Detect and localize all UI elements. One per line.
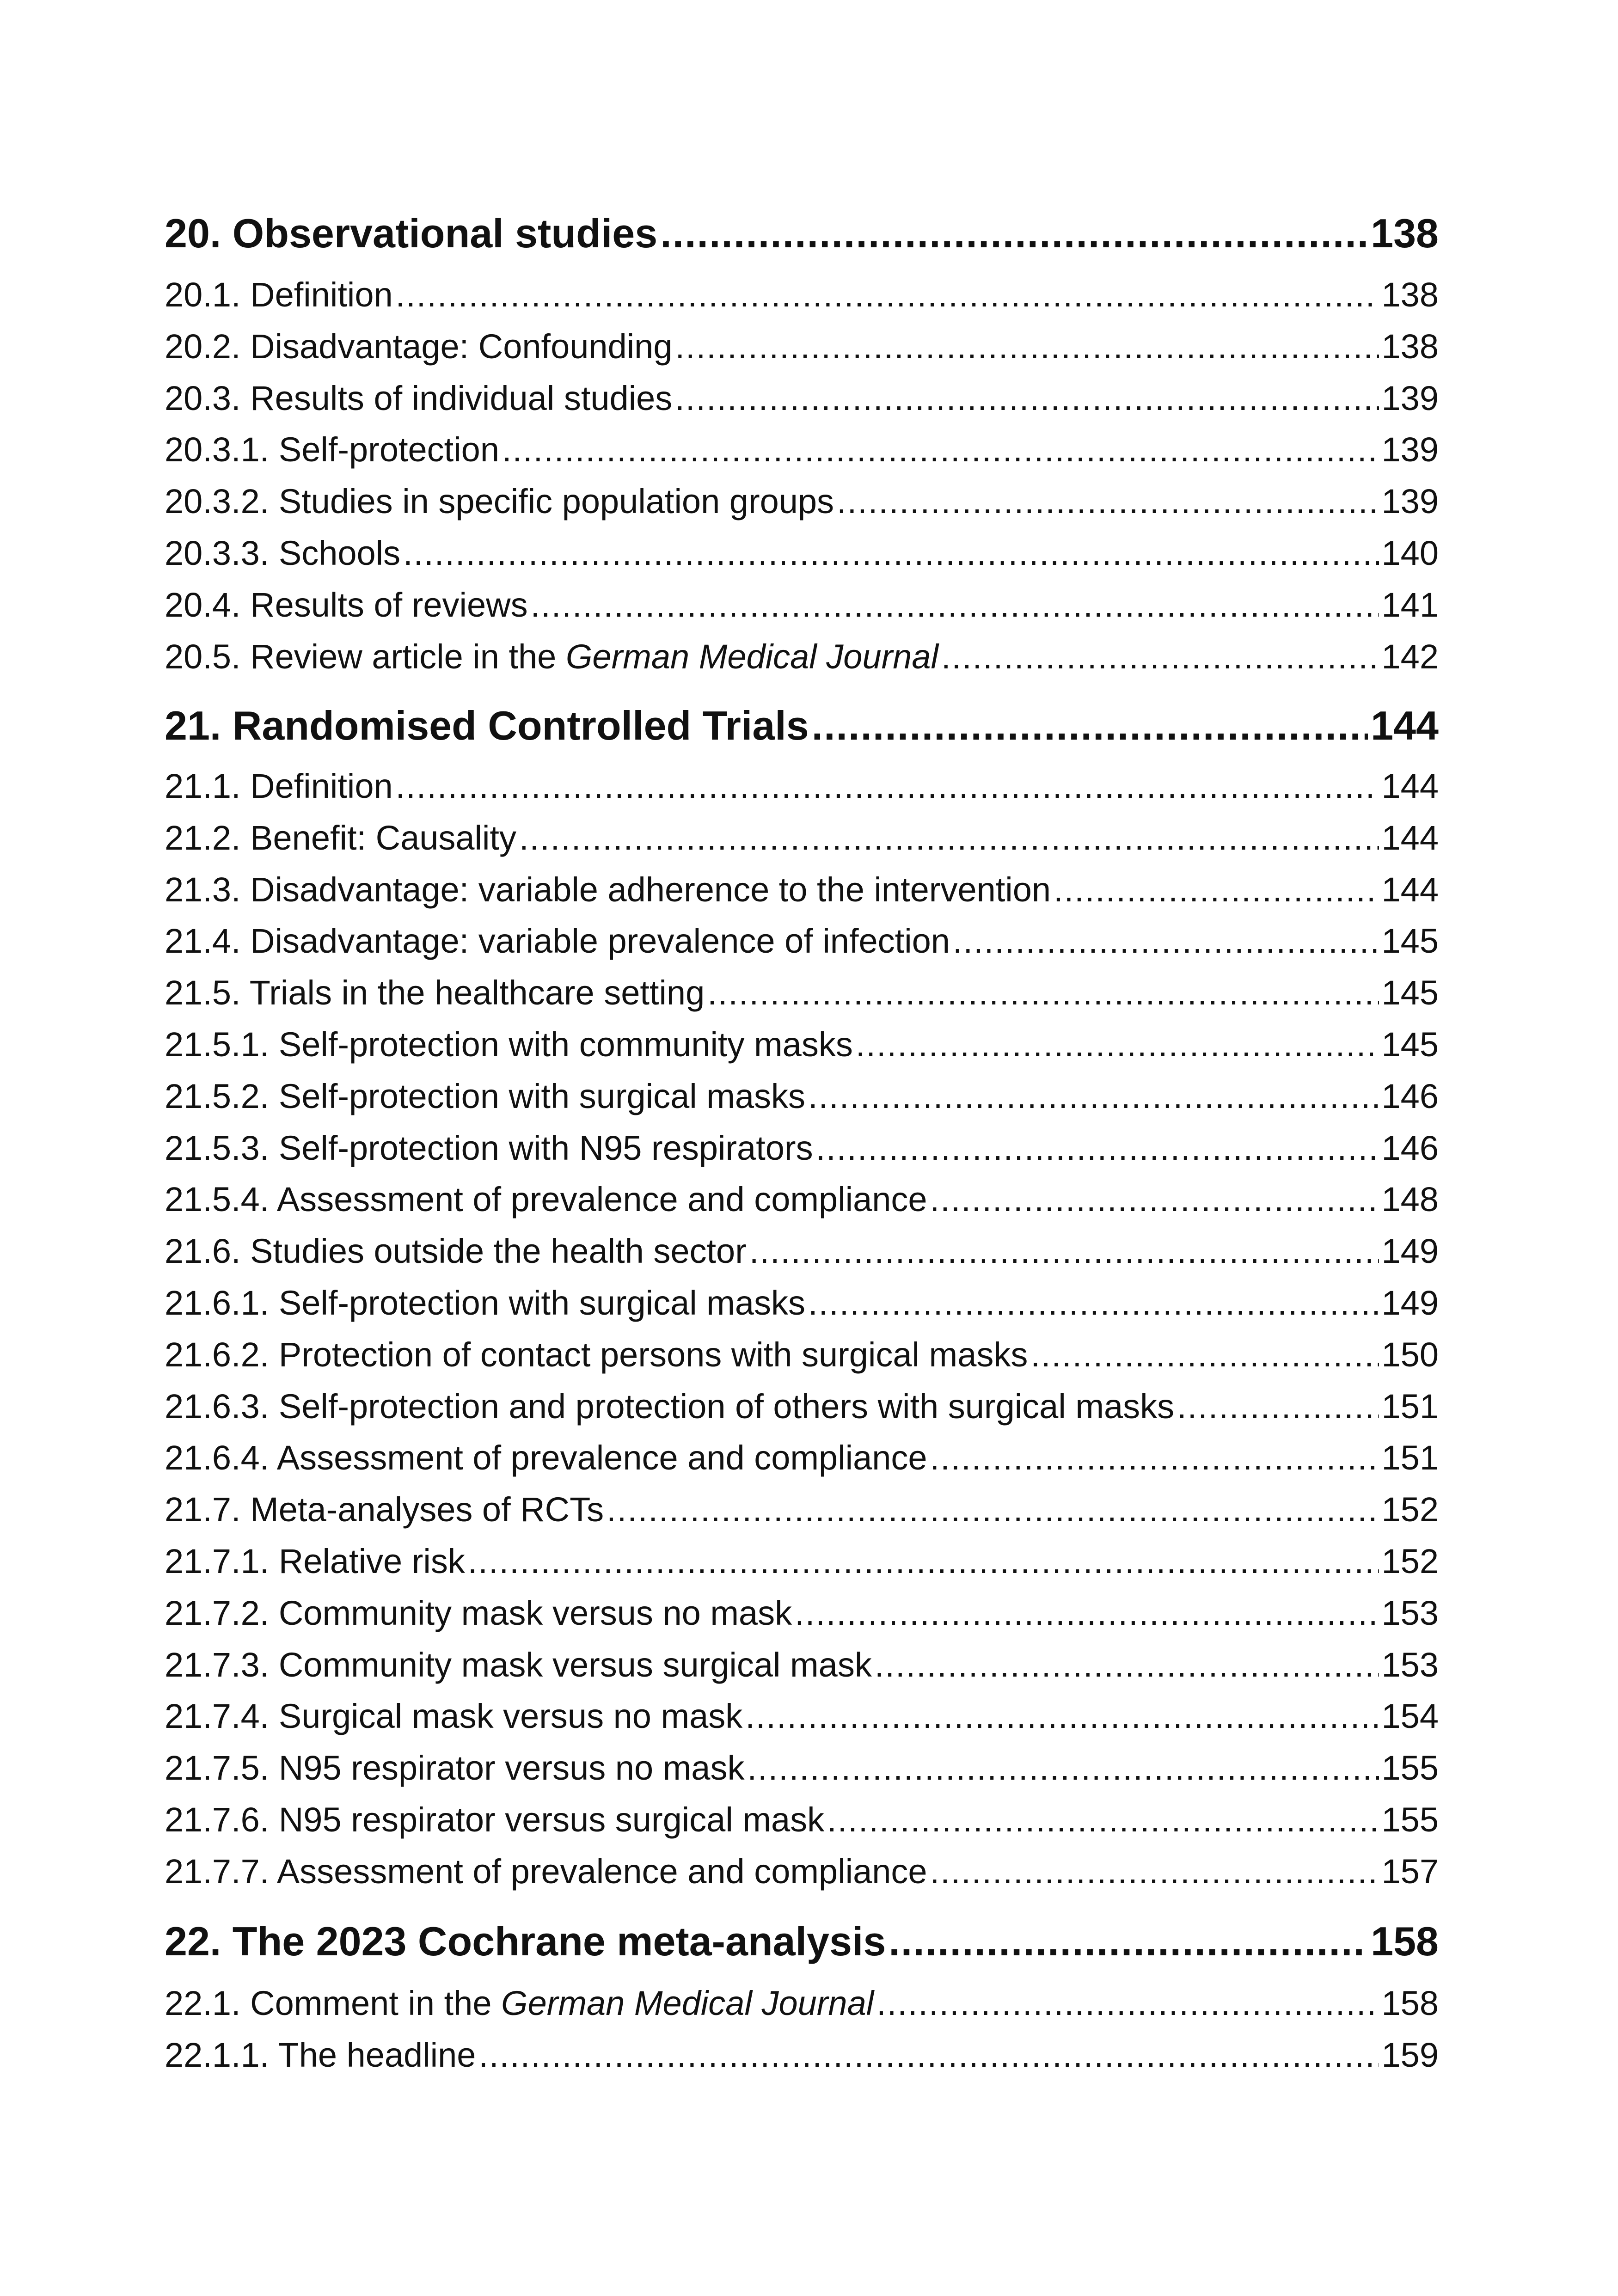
entry-page-number: 152	[1381, 1542, 1439, 1580]
toc-entry[interactable]	[165, 373, 1439, 424]
toc-entry[interactable]	[165, 424, 1439, 476]
entry-title-text: 20.4. Results of reviews	[165, 586, 528, 624]
entry-title	[165, 476, 834, 527]
entry-title-text: 21.6.4. Assessment of prevalence and compliance	[165, 1439, 927, 1477]
chapter-page-number: 158	[1371, 1918, 1439, 1964]
entry-page-number: 142	[1381, 637, 1439, 676]
entry-title-text: 21.4. Disadvantage: variable prevalence of infection	[165, 922, 950, 960]
dot-leader	[396, 760, 1379, 812]
dot-leader	[953, 915, 1379, 967]
dot-leader	[941, 631, 1379, 683]
dot-leader	[1030, 1329, 1379, 1381]
entry-title	[165, 1122, 813, 1174]
entry-page-number: 140	[1381, 534, 1439, 572]
toc-entry[interactable]	[165, 527, 1439, 579]
toc-entry[interactable]	[165, 1794, 1439, 1846]
entry-title	[165, 579, 528, 631]
chapter-page-number: 144	[1371, 703, 1439, 748]
toc-entry[interactable]	[165, 1019, 1439, 1071]
toc-chapter-heading[interactable]	[165, 1911, 1439, 1971]
toc-entry[interactable]	[165, 1381, 1439, 1433]
dot-leader	[827, 1794, 1379, 1846]
toc-entry[interactable]	[165, 1432, 1439, 1484]
entry-title	[165, 1174, 927, 1225]
entry-title	[165, 1536, 465, 1587]
entry-title	[165, 1587, 792, 1639]
entry-title-text: 21.6.1. Self-protection with surgical masks	[165, 1284, 806, 1322]
entry-page-number: 144	[1381, 870, 1439, 909]
entry-title	[165, 1381, 1174, 1433]
dot-leader	[675, 373, 1379, 424]
entry-page-number: 150	[1381, 1335, 1439, 1374]
entry-page-number: 149	[1381, 1232, 1439, 1270]
dot-leader	[837, 476, 1379, 527]
toc-entry[interactable]	[165, 1071, 1439, 1122]
toc-entry[interactable]	[165, 967, 1439, 1019]
dot-leader	[856, 1019, 1379, 1071]
entry-page-number: 154	[1381, 1697, 1439, 1735]
entry-title-text: 21.6.2. Protection of contact persons with surgical masks	[165, 1335, 1028, 1374]
toc-entry[interactable]	[165, 1846, 1439, 1898]
toc-entry[interactable]	[165, 1122, 1439, 1174]
dot-leader	[502, 424, 1379, 476]
dot-leader	[675, 321, 1379, 373]
dot-leader	[812, 696, 1368, 756]
entry-title-text: 21.7.2. Community mask versus no mask	[165, 1594, 792, 1632]
dot-leader	[875, 1639, 1379, 1691]
entry-title-text: 20.3.2. Studies in specific population groups	[165, 482, 834, 520]
entry-page-number: 145	[1381, 1025, 1439, 1064]
entry-title-text: 20.2. Disadvantage: Confounding	[165, 327, 673, 366]
entry-page-number: 157	[1381, 1852, 1439, 1891]
entry-page-number: 139	[1381, 379, 1439, 417]
entry-title	[165, 1978, 874, 2029]
entry-title	[165, 1794, 824, 1846]
toc-entry[interactable]	[165, 1225, 1439, 1277]
entry-page-number: 148	[1381, 1180, 1439, 1218]
toc-entry[interactable]	[165, 1484, 1439, 1536]
entry-title	[165, 1639, 872, 1691]
dot-leader	[889, 1911, 1368, 1971]
entry-title	[165, 812, 516, 864]
entry-page-number: 146	[1381, 1077, 1439, 1115]
entry-title	[165, 1846, 927, 1898]
chapter-title: 22. The 2023 Cochrane meta-analysis	[165, 1918, 886, 1964]
entry-title-text: 22.1.1. The headline	[165, 2036, 476, 2074]
entry-title-text: 20.3.3. Schools	[165, 534, 401, 572]
dot-leader	[519, 812, 1379, 864]
entry-title-text: 21.5.4. Assessment of prevalence and compliance	[165, 1180, 927, 1218]
entry-title-text: 20.3.1. Self-protection	[165, 430, 499, 469]
entry-title	[165, 760, 393, 812]
entry-title-text: 21.7.7. Assessment of prevalence and compliance	[165, 1852, 927, 1891]
chapter-page-number: 138	[1371, 210, 1439, 256]
dot-leader	[468, 1536, 1379, 1587]
entry-title	[165, 1742, 744, 1794]
dot-leader	[930, 1174, 1379, 1225]
entry-title	[165, 1277, 805, 1329]
dot-leader	[749, 1225, 1379, 1277]
toc-entry[interactable]	[165, 1587, 1439, 1639]
dot-leader	[876, 1978, 1379, 2029]
toc-entry[interactable]	[165, 1978, 1439, 2029]
entry-title-text: 21.5. Trials in the healthcare setting	[165, 974, 705, 1012]
entry-title-text: 21.7.5. N95 respirator versus no mask	[165, 1749, 745, 1787]
entry-title-text: 21.7.1. Relative risk	[165, 1542, 465, 1580]
dot-leader	[816, 1122, 1379, 1174]
entry-title	[165, 321, 672, 373]
entry-title	[165, 1690, 742, 1742]
entry-title	[165, 1019, 853, 1071]
entry-title	[165, 527, 400, 579]
entry-title-italic: German Medical Journal	[565, 637, 938, 676]
toc-entry[interactable]	[165, 812, 1439, 864]
entry-page-number: 141	[1381, 586, 1439, 624]
toc-entry[interactable]	[165, 1536, 1439, 1587]
entry-title-text: 21.7.3. Community mask versus surgical mask	[165, 1646, 872, 1684]
entry-title	[165, 1071, 805, 1122]
toc-entry[interactable]	[165, 2029, 1439, 2081]
entry-title	[165, 1484, 604, 1536]
entry-page-number: 139	[1381, 430, 1439, 469]
entry-page-number: 145	[1381, 922, 1439, 960]
dot-leader	[660, 203, 1368, 263]
dot-leader	[531, 579, 1379, 631]
toc-chapter-heading[interactable]	[165, 203, 1439, 263]
entry-title-text: 21.2. Benefit: Causality	[165, 819, 516, 857]
entry-title	[165, 373, 672, 424]
dot-leader	[1054, 864, 1379, 916]
entry-title	[165, 424, 499, 476]
entry-page-number: 155	[1381, 1749, 1439, 1787]
entry-title-text: 21.7. Meta-analyses of RCTs	[165, 1490, 604, 1529]
entry-title-italic: German Medical Journal	[501, 1984, 874, 2022]
toc-chapter-heading[interactable]	[165, 696, 1439, 756]
toc-entry[interactable]	[165, 321, 1439, 373]
toc-entry[interactable]	[165, 1742, 1439, 1794]
entry-title	[165, 631, 938, 683]
entry-title-text: 21.1. Definition	[165, 767, 393, 805]
entry-title	[165, 1432, 927, 1484]
entry-title-text: 21.5.2. Self-protection with surgical masks	[165, 1077, 806, 1115]
entry-title-text: 21.6. Studies outside the health sector	[165, 1232, 747, 1270]
entry-page-number: 145	[1381, 974, 1439, 1012]
entry-title-text: 21.5.1. Self-protection with community masks	[165, 1025, 853, 1064]
dot-leader	[747, 1742, 1379, 1794]
entry-title-text: 21.7.4. Surgical mask versus no mask	[165, 1697, 743, 1735]
dot-leader	[808, 1277, 1379, 1329]
chapter-title: 20. Observational studies	[165, 210, 658, 256]
entry-page-number: 155	[1381, 1800, 1439, 1839]
dot-leader	[930, 1846, 1379, 1898]
dot-leader	[707, 967, 1379, 1019]
toc-page	[165, 0, 1439, 2296]
entry-page-number: 151	[1381, 1387, 1439, 1426]
dot-leader	[808, 1071, 1379, 1122]
entry-page-number: 139	[1381, 482, 1439, 520]
entry-page-number: 144	[1381, 767, 1439, 805]
entry-page-number: 153	[1381, 1594, 1439, 1632]
toc-entry[interactable]	[165, 760, 1439, 812]
entry-page-number: 152	[1381, 1490, 1439, 1529]
entry-title	[165, 915, 950, 967]
entry-page-number: 138	[1381, 327, 1439, 366]
entry-title-text: 21.6.3. Self-protection and protection of others with surgical masks	[165, 1387, 1175, 1426]
entry-title	[165, 269, 393, 321]
entry-title-text: 20.1. Definition	[165, 276, 393, 314]
entry-page-number: 138	[1381, 276, 1439, 314]
entry-page-number: 158	[1381, 1984, 1439, 2022]
chapter-title: 21. Randomised Controlled Trials	[165, 703, 809, 748]
entry-page-number: 159	[1381, 2036, 1439, 2074]
dot-leader	[607, 1484, 1379, 1536]
entry-page-number: 151	[1381, 1439, 1439, 1477]
dot-leader	[795, 1587, 1379, 1639]
toc-entry[interactable]	[165, 1639, 1439, 1691]
entry-title	[165, 2029, 476, 2081]
toc-entry[interactable]	[165, 915, 1439, 967]
toc-entry[interactable]	[165, 631, 1439, 683]
entry-page-number: 153	[1381, 1646, 1439, 1684]
toc-entry[interactable]	[165, 476, 1439, 527]
toc-entry[interactable]	[165, 579, 1439, 631]
entry-title	[165, 1225, 747, 1277]
toc-entry[interactable]	[165, 269, 1439, 321]
entry-page-number: 144	[1381, 819, 1439, 857]
dot-leader	[1177, 1381, 1379, 1433]
entry-page-number: 146	[1381, 1129, 1439, 1167]
dot-leader	[745, 1690, 1379, 1742]
dot-leader	[396, 269, 1379, 321]
dot-leader	[478, 2029, 1379, 2081]
entry-title-text: 21.5.3. Self-protection with N95 respirators	[165, 1129, 813, 1167]
toc-entry[interactable]	[165, 1329, 1439, 1381]
toc-entry[interactable]	[165, 1690, 1439, 1742]
entry-page-number: 149	[1381, 1284, 1439, 1322]
entry-title-text: 20.3. Results of individual studies	[165, 379, 673, 417]
entry-title-text: 21.7.6. N95 respirator versus surgical mask	[165, 1800, 825, 1839]
entry-title	[165, 967, 705, 1019]
entry-title-text: 20.5. Review article in the	[165, 637, 566, 676]
toc-entry[interactable]	[165, 1277, 1439, 1329]
toc-entry[interactable]	[165, 1174, 1439, 1225]
entry-title	[165, 864, 1051, 916]
entry-title	[165, 1329, 1028, 1381]
entry-title-text: 22.1. Comment in the	[165, 1984, 502, 2022]
entry-title-text: 21.3. Disadvantage: variable adherence to the intervention	[165, 870, 1051, 909]
dot-leader	[403, 527, 1379, 579]
toc-entry[interactable]	[165, 864, 1439, 916]
dot-leader	[930, 1432, 1379, 1484]
